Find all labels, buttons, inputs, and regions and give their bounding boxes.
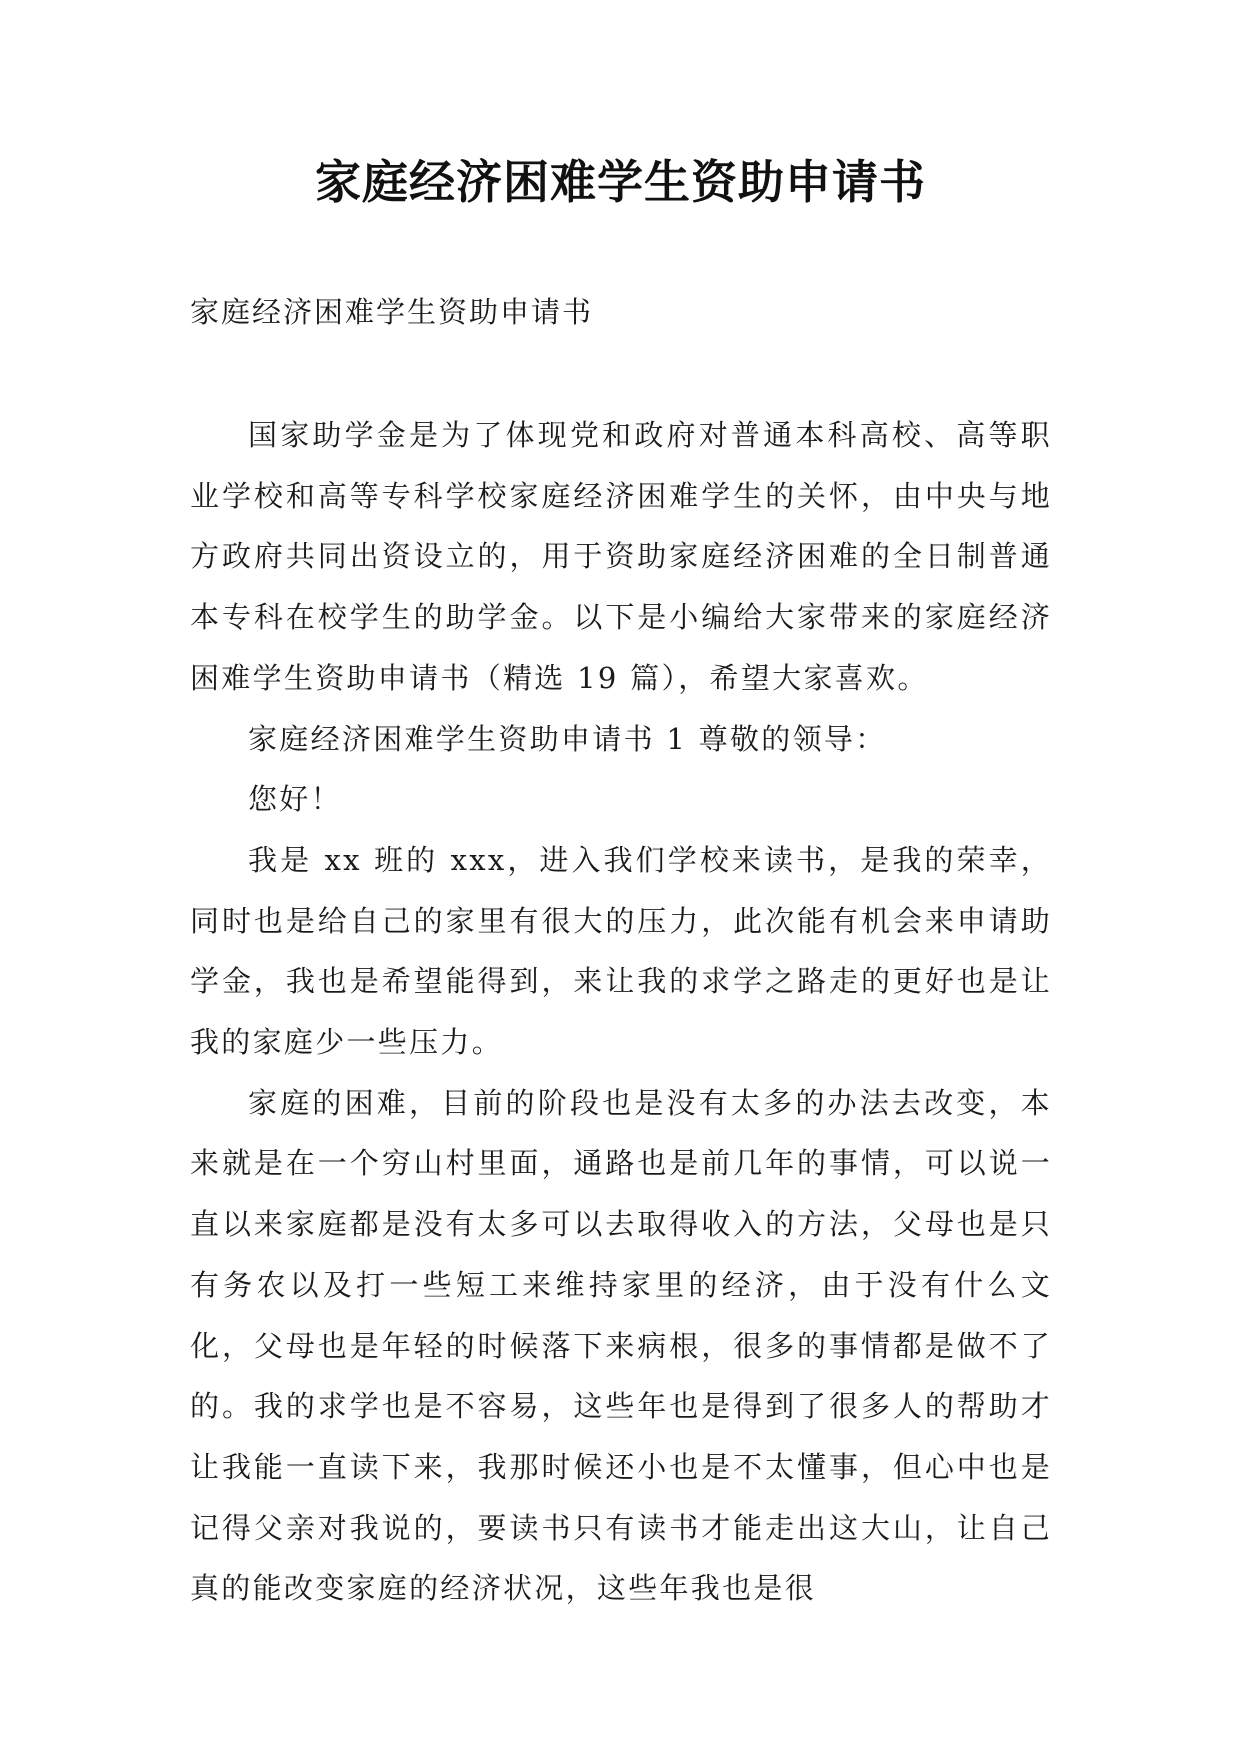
paragraph-family-situation: 家庭的困难，目前的阶段也是没有太多的办法去改变，本来就是在一个穷山村里面，通路也是前几年的事情，可以说一直以来家庭都是没有太多可以去取得收入的方法，父母也是只有务农以及打一些短工来维持家里的经济，由于没有什么文化，父母也是年轻的时候落下来病根，很多的事情都是做不了的。我的求学也是不容易，这些年也是得到了很多人的帮助才让我能一直读下来，我那时候还小也是不太懂事，但心中也是记得父亲对我说的，要读书只有读书才能走出这大山，让自己真的能改变家庭的经济状况，这些年我也是很 [190, 1085, 1052, 1606]
paragraph-self-introduction: 我是 xx 班的 xxx，进入我们学校来读书，是我的荣幸，同时也是给自己的家里有很大的压力，此次能有机会来申请助学金，我也是希望能得到，来让我的求学之路走的更好也是让我的家庭少一些压力。 [190, 842, 1052, 1060]
document-subtitle: 家庭经济困难学生资助申请书 [190, 295, 594, 329]
paragraph-greeting: 您好！ [248, 782, 342, 817]
document-body [190, 405, 1052, 1619]
paragraph-salutation: 家庭经济困难学生资助申请书 1 尊敬的领导： [248, 721, 887, 756]
paragraph-intro: 国家助学金是为了体现党和政府对普通本科高校、高等职业学校和高等专科学校家庭经济困难学生的关怀，由中央与地方政府共同出资设立的，用于资助家庭经济困难的全日制普通本专科在校学生的助学金。以下是小编给大家带来的家庭经济困难学生资助申请书（精选 19 篇），希望大家喜欢。 [190, 418, 1052, 695]
document-title: 家庭经济困难学生资助申请书 [315, 155, 926, 209]
